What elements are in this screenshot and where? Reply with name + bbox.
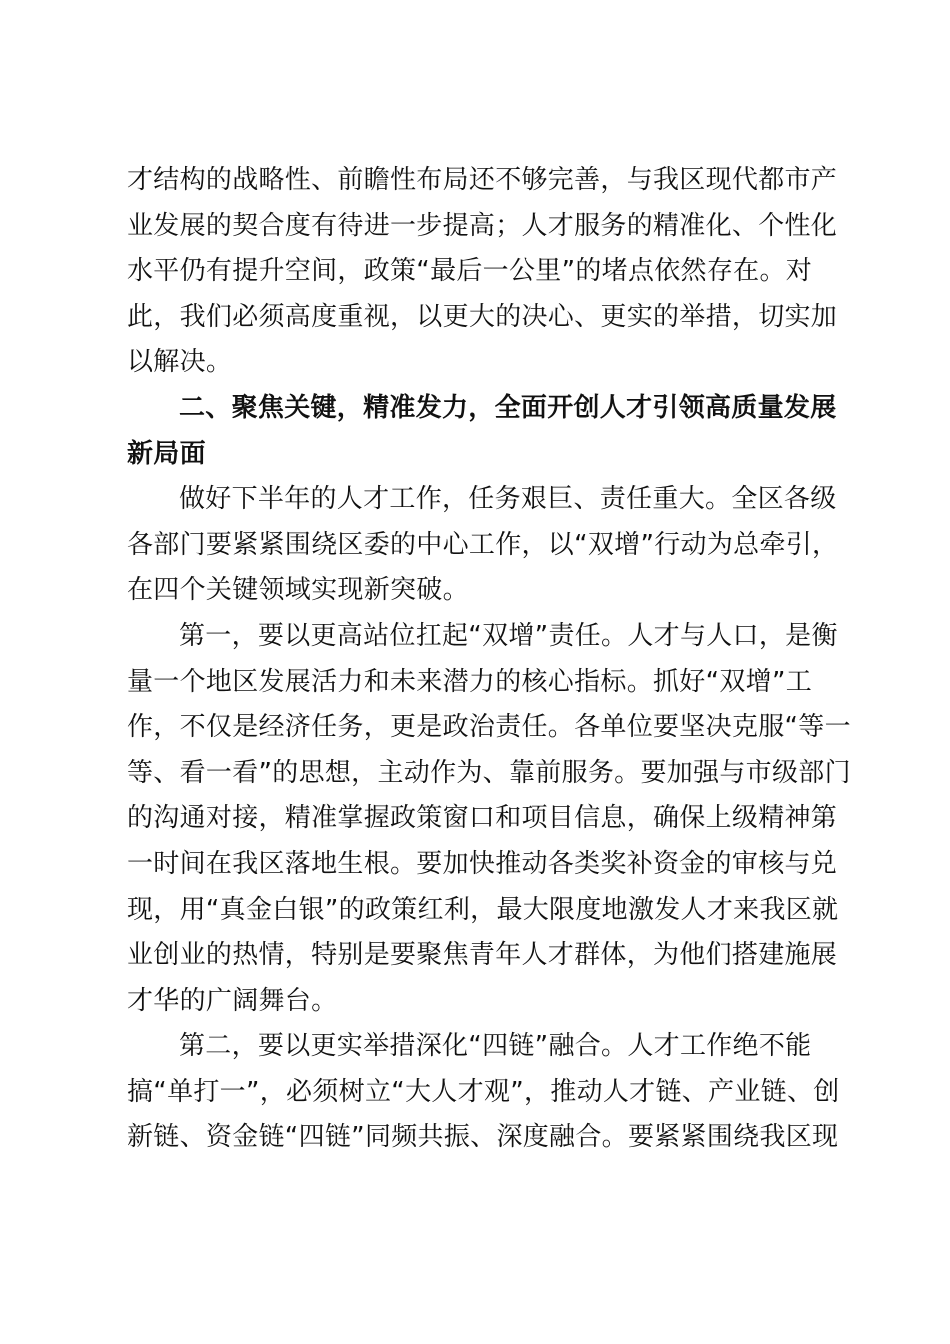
text-line: 以解决。 <box>127 347 233 378</box>
text-line: 业创业的热情，特别是要聚焦青年人才群体，为他们搭建施展 <box>127 940 838 971</box>
heading-line: 新局面 <box>127 438 206 469</box>
text-line: 各部门要紧紧围绕区委的中心工作，以“双增”行动为总牵引， <box>127 529 839 560</box>
text-line: 现，用“真金白银”的政策红利，最大限度地激发人才来我区就 <box>127 894 839 925</box>
text-line: 新链、资金链“四链”同频共振、深度融合。要紧紧围绕我区现 <box>127 1122 839 1153</box>
paragraph-first-point <box>127 614 851 1024</box>
text-line: 第一，要以更高站位扛起“双增”责任。人才与人口，是衡 <box>179 620 838 651</box>
paragraph-second-point <box>127 1024 840 1161</box>
text-line: 在四个关键领域实现新突破。 <box>127 575 469 606</box>
text-line: 才结构的战略性、前瞻性布局还不够完善，与我区现代都市产 <box>127 165 838 195</box>
text-line: 做好下半年的人才工作，任务艰巨、责任重大。全区各级 <box>179 484 837 515</box>
text-line: 第二，要以更实举措深化“四链”融合。人才工作绝不能 <box>179 1031 812 1062</box>
text-line: 作，不仅是经济任务，更是政治责任。各单位要坚决克服“等一 <box>127 712 851 743</box>
text-line: 的沟通对接，精准掌握政策窗口和项目信息，确保上级精神第 <box>127 803 838 834</box>
text-line: 等、看一看”的思想，主动作为、靠前服务。要加强与市级部门 <box>127 757 851 788</box>
text-line: 此，我们必须高度重视，以更大的决心、更实的举措，切实加 <box>127 301 838 332</box>
text-line: 一时间在我区落地生根。要加快推动各类奖补资金的审核与兑 <box>127 848 838 879</box>
text-line: 搞“单打一”，必须树立“大人才观”，推动人才链、产业链、创 <box>127 1076 840 1107</box>
section-heading-two <box>127 386 837 477</box>
document-body <box>127 158 851 1161</box>
text-line: 业发展的契合度有待进一步提高；人才服务的精准化、个性化 <box>127 210 838 241</box>
text-line: 才华的广阔舞台。 <box>127 985 338 1016</box>
paragraph-second-half-work <box>127 477 839 614</box>
heading-line: 二、聚焦关键，精准发力，全面开创人才引领高质量发展 <box>179 392 837 423</box>
text-line: 量一个地区发展活力和未来潜力的核心指标。抓好“双增”工 <box>127 666 813 697</box>
paragraph-talent-structure <box>127 158 838 386</box>
text-line: 水平仍有提升空间，政策“最后一公里”的堵点依然存在。对 <box>127 256 813 287</box>
